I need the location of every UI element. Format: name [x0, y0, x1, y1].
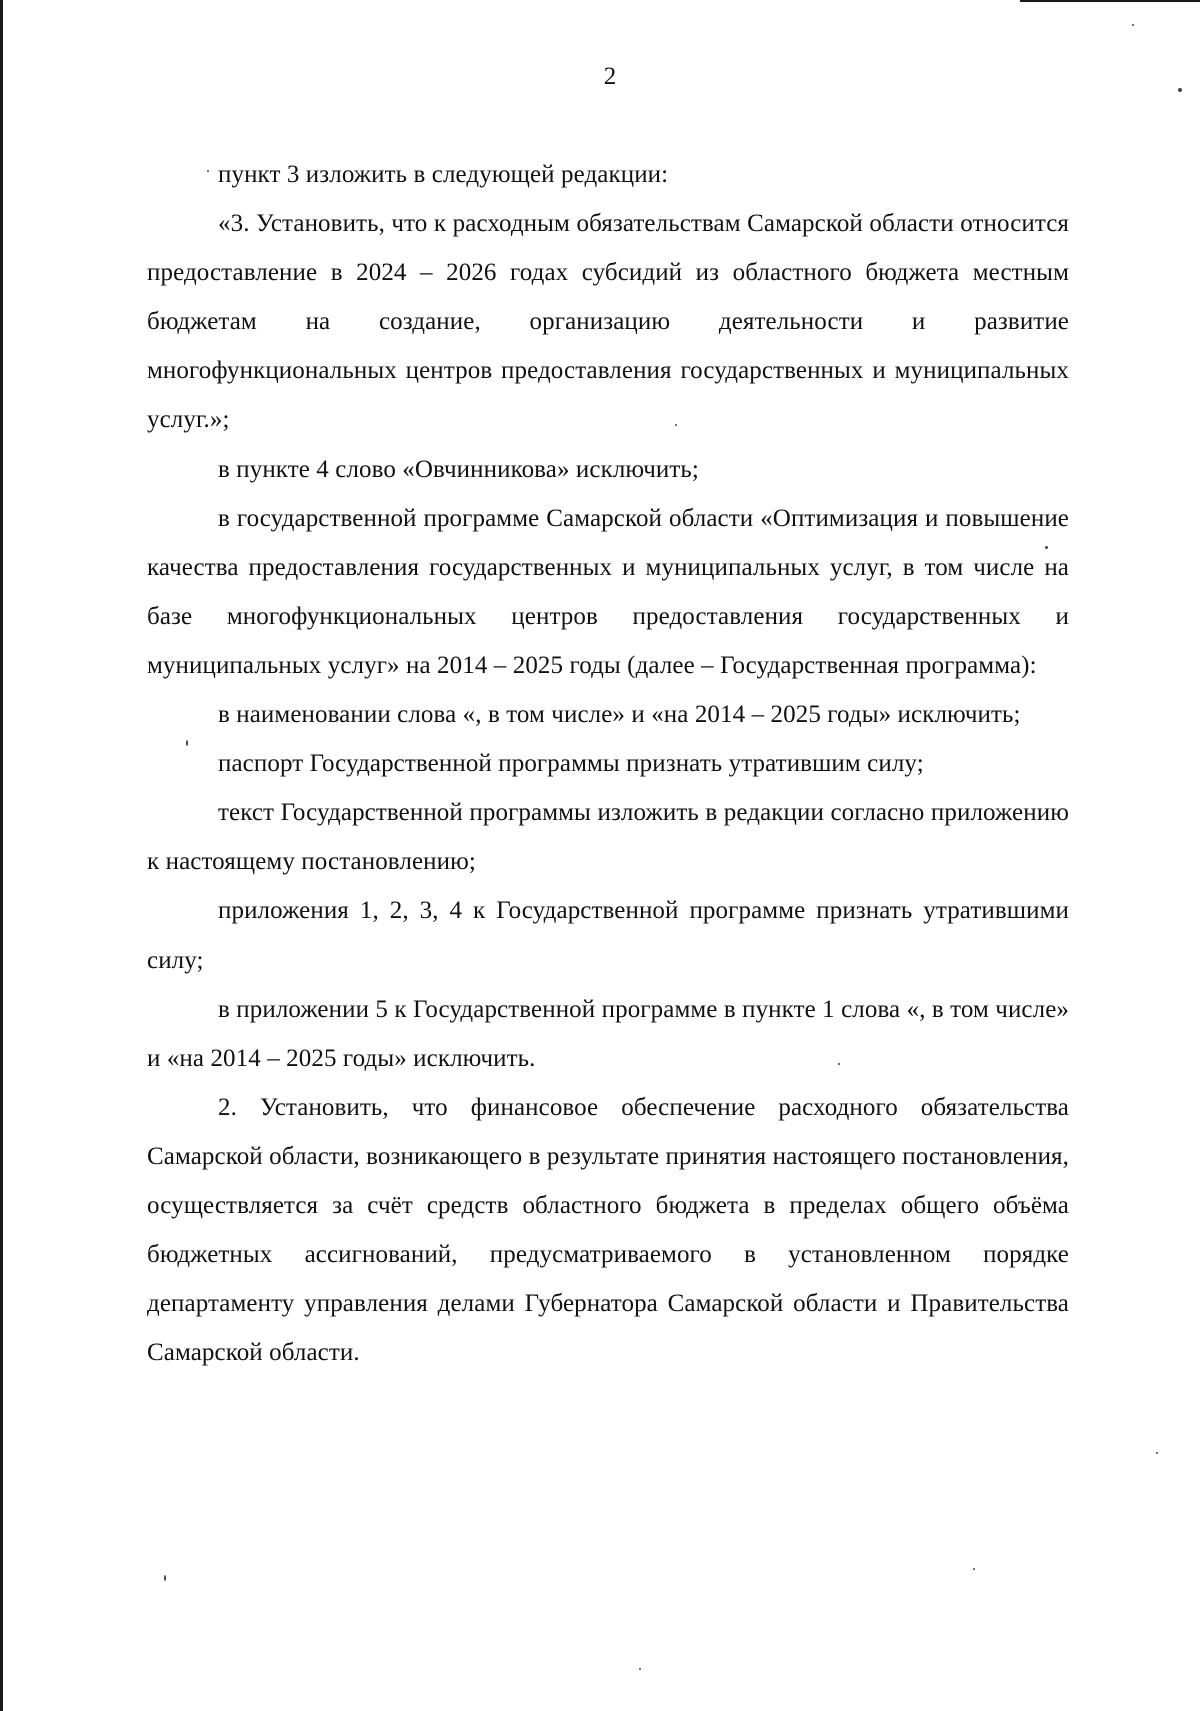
scan-speck — [639, 1668, 641, 1670]
paragraph: текст Государственной программы изложить в редакции согласно приложению к настоящему постановлению; — [147, 799, 1069, 876]
page-number: 2 — [603, 63, 617, 90]
scan-edge-top — [1020, 0, 1200, 2]
scan-speck — [1156, 1452, 1158, 1454]
paragraph: пункт 3 изложить в следующей редакции: — [218, 161, 669, 188]
paragraph: 2. Установить, что финансовое обеспечение расходного обязательства Самарской области, возникающего в результате принятия настоящего постановления, осуществляется за счёт средств областного бюджета в пределах общего объёма бюджетных ассигнований, предусматриваемого в установленном порядке департаменту управления делами Губернатора Самарской области и Правительства Самарской области. — [147, 1093, 1069, 1367]
scan-speck — [164, 1575, 166, 1581]
paragraph: в государственной программе Самарской области «Оптимизация и повышение качества предоставления государственных и муниципальных услуг, в том числе на базе многофункциональных центров предоставления государственных и муниципальных услуг» на 2014 – 2025 годы (далее – Государственная программа): — [147, 504, 1069, 679]
scan-speck — [1132, 24, 1134, 26]
scan-edge-left — [0, 0, 3, 1711]
paragraph: в наименовании слова «, в том числе» и «на 2014 – 2025 годы» исключить; — [218, 701, 1021, 729]
scan-speck — [973, 1568, 975, 1570]
paragraph: приложения 1, 2, 3, 4 к Государственной программе признать утратившими силу; — [147, 897, 1069, 974]
document-body — [147, 150, 1069, 1377]
paragraph: в пункте 4 слово «Овчинникова» исключить; — [218, 455, 699, 483]
paragraph: паспорт Государственной программы признать утратившим силу; — [218, 750, 924, 778]
paragraph: в приложении 5 к Государственной программе в пункте 1 слова «, в том числе» и «на 2014 – 2025 годы» исключить. — [147, 995, 1069, 1072]
paragraph: «3. Установить, что к расходным обязательствам Самарской области относится предоставление в 2024 – 2026 годах субсидий из областного бюджета местным бюджетам на создание, организацию деятельности и развитие многофункциональных центров предоставления государственных и муниципальных услуг.»; — [147, 210, 1069, 434]
